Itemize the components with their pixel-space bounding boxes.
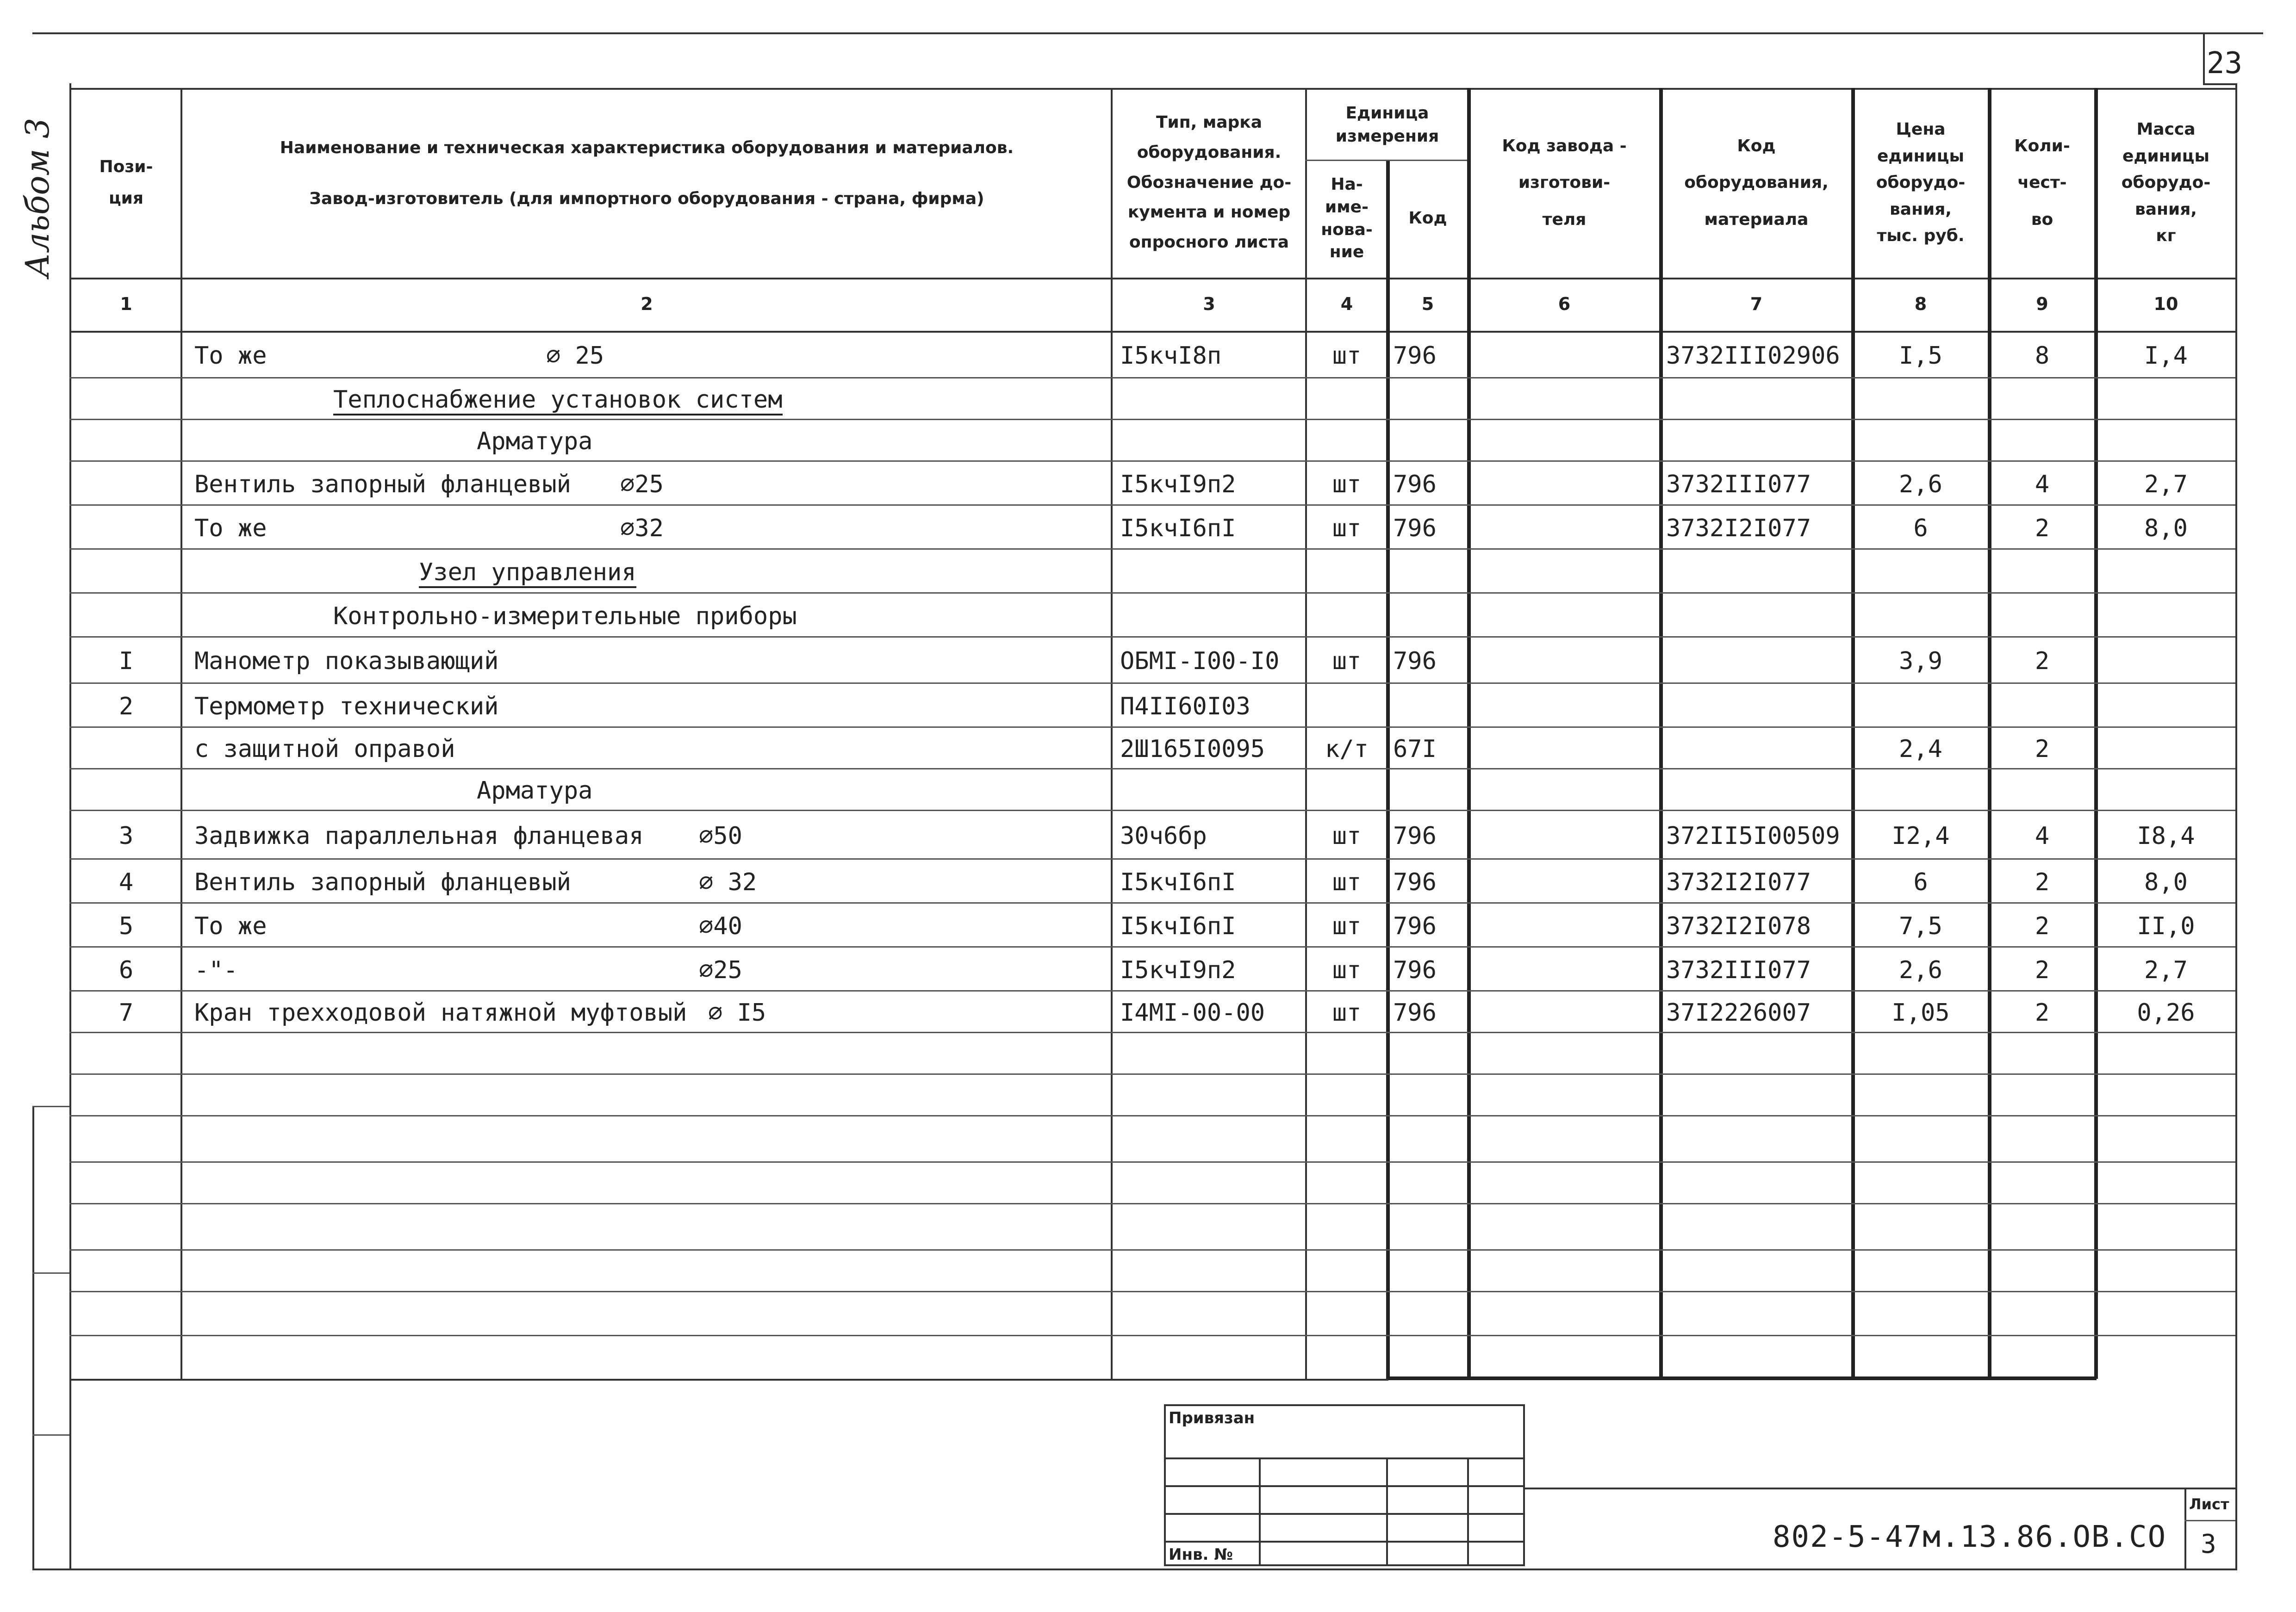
- row-name: Узел управления: [419, 560, 636, 588]
- col-line-7: [1659, 88, 1663, 1379]
- header-name-line2: Завод-изготовитель (для импортного оборудования - страна, фирма): [309, 189, 984, 208]
- colnum-5: 5: [1421, 294, 1434, 314]
- row-type: I5кчI9п2: [1120, 470, 1236, 498]
- header-unit-name: На- име- нова- ние: [1321, 175, 1373, 262]
- row-qty: 4: [2035, 822, 2050, 850]
- row-name: -"-: [194, 956, 238, 984]
- header-mass: Масса единицы оборудо- вания, кг: [2121, 120, 2211, 246]
- row-price: 6: [1913, 514, 1928, 542]
- row-type: I5кчI6пI: [1120, 514, 1236, 542]
- row-name: Кран трехходовой натяжной муфтовый: [194, 999, 687, 1027]
- stamp-inv-no: Инв. №: [1169, 1545, 1233, 1564]
- row-name: Контрольно-измерительные приборы: [333, 602, 797, 630]
- list-number: 3: [2201, 1529, 2216, 1559]
- binding-tick-3: [32, 1434, 69, 1436]
- row-unit: шт: [1332, 912, 1362, 940]
- row-price: 3,9: [1899, 647, 1942, 675]
- row-mass: 0,26: [2137, 999, 2195, 1027]
- row-divider: [69, 682, 2235, 684]
- empty-row-divider: [69, 1073, 2235, 1075]
- row-price: I2,4: [1892, 822, 1950, 850]
- right-frame-line: [2235, 83, 2237, 1569]
- list-box-left: [2184, 1488, 2186, 1569]
- row-divider: [69, 419, 2235, 420]
- row-pos: 2: [118, 692, 134, 720]
- row-code: 796: [1393, 470, 1437, 498]
- row-name: То же: [194, 912, 267, 940]
- header-unit: Единица измерения: [1335, 103, 1439, 146]
- empty-row-divider: [69, 1291, 2235, 1292]
- row-code: 796: [1393, 342, 1437, 370]
- header-price: Цена единицы оборудо- вания, тыс. руб.: [1876, 120, 1966, 246]
- colnum-9: 9: [2036, 294, 2048, 314]
- empty-row-divider: [69, 1115, 2235, 1116]
- col-line-3: [1111, 88, 1113, 1379]
- row-mass: 8,0: [2144, 868, 2188, 896]
- row-code: 67I: [1393, 735, 1437, 763]
- row-divider: [69, 636, 2235, 638]
- row-pos: 5: [118, 912, 134, 940]
- document-designation: 802-5-47м.13.86.ОВ.СО: [1773, 1520, 2167, 1554]
- colnum-8: 8: [1914, 294, 1927, 314]
- empty-row-divider: [69, 1161, 2235, 1163]
- header-bottom: [69, 278, 2235, 279]
- row-type: I4МI-00-00: [1120, 999, 1265, 1027]
- title-block-top: [1525, 1488, 2235, 1489]
- binding-tick-2: [32, 1272, 69, 1274]
- bottom-frame-line: [32, 1569, 2237, 1570]
- left-frame-line: [69, 83, 71, 1569]
- row-dia: ∅ 25: [546, 342, 604, 370]
- row-dia: ∅25: [699, 956, 742, 984]
- row-name: с защитной оправой: [194, 735, 455, 763]
- row-divider: [69, 548, 2235, 550]
- row-dia: ∅25: [620, 470, 664, 498]
- row-divider: [69, 726, 2235, 728]
- row-divider: [69, 810, 2235, 811]
- row-mass: 8,0: [2144, 514, 2188, 542]
- stamp-line-1: [1164, 1457, 1525, 1459]
- row-dia: ∅50: [699, 822, 742, 850]
- row-divider: [69, 1032, 2235, 1033]
- row-name: То же: [194, 514, 267, 542]
- row-name: Вентиль запорный фланцевый: [194, 868, 571, 896]
- row-name: Термометр технический: [194, 692, 499, 720]
- stamp-line-4: [1164, 1541, 1525, 1543]
- header-type: Тип, марка оборудования. Обозначение до- кумента и номер опросного листа: [1126, 113, 1292, 252]
- stamp-line-2: [1164, 1485, 1525, 1487]
- row-name: Теплоснабжение установок систем: [333, 388, 783, 415]
- table-bottom: [69, 1379, 1388, 1381]
- row-type: I5кчI6пI: [1120, 868, 1236, 896]
- sheet-number-top: 23: [2207, 46, 2243, 81]
- header-mfr-code: Код завода - изготови- теля: [1502, 136, 1627, 229]
- col-line-2: [180, 88, 182, 1379]
- row-name: То же: [194, 342, 267, 370]
- row-type: 2Ш165I0095: [1120, 735, 1265, 763]
- row-code: 796: [1393, 514, 1437, 542]
- binding-margin-line: [32, 1106, 34, 1569]
- row-qty: 2: [2035, 999, 2050, 1027]
- row-qty: 2: [2035, 956, 2050, 984]
- colnum-7: 7: [1750, 294, 1763, 314]
- row-mass: I8,4: [2137, 822, 2195, 850]
- header-qty: Коли- чест- во: [2014, 136, 2070, 229]
- row-divider: [69, 946, 2235, 948]
- colnum-10: 10: [2153, 294, 2178, 314]
- stamp-vline-1: [1259, 1457, 1261, 1566]
- row-dia: ∅ I5: [708, 999, 766, 1027]
- empty-row-divider: [69, 1335, 2235, 1336]
- empty-row-divider: [69, 1249, 2235, 1251]
- row-unit: шт: [1332, 514, 1362, 542]
- colnum-1: 1: [120, 294, 132, 314]
- stamp-vline-2: [1386, 1457, 1388, 1566]
- empty-row-divider: [69, 1203, 2235, 1204]
- row-unit: шт: [1332, 822, 1362, 850]
- row-code: 796: [1393, 912, 1437, 940]
- row-qty: 2: [2035, 514, 2050, 542]
- list-box-split: [2184, 1520, 2235, 1521]
- col-line-9: [1988, 88, 1991, 1379]
- row-eq: 3732III02906: [1666, 342, 1840, 370]
- colnum-3: 3: [1203, 294, 1215, 314]
- row-price: 2,6: [1899, 470, 1942, 498]
- row-code: 796: [1393, 956, 1437, 984]
- row-code: 796: [1393, 999, 1437, 1027]
- colnum-2: 2: [641, 294, 653, 314]
- stamp-line-3: [1164, 1513, 1525, 1515]
- colnum-bottom: [69, 331, 2235, 333]
- col-line-10: [2094, 88, 2098, 1379]
- colnum-4: 4: [1340, 294, 1353, 314]
- colnum-6: 6: [1558, 294, 1571, 314]
- row-eq: 3732I2I077: [1666, 868, 1811, 896]
- row-unit: шт: [1332, 647, 1362, 675]
- row-code: 796: [1393, 868, 1437, 896]
- col-line-8: [1851, 88, 1855, 1379]
- row-dia: ∅32: [620, 514, 664, 542]
- header-name-line1: Наименование и техническая характеристика оборудования и материалов.: [280, 138, 1014, 157]
- row-pos: 3: [118, 822, 134, 850]
- row-dia: ∅ 32: [699, 868, 757, 896]
- row-divider: [69, 990, 2235, 992]
- row-pos: 4: [118, 868, 134, 896]
- row-name: Арматура: [477, 777, 593, 805]
- row-type: I5кчI8п: [1120, 342, 1222, 370]
- table-bottom-thick: [1386, 1376, 2097, 1380]
- row-eq: 3732III077: [1666, 470, 1811, 498]
- row-dia: ∅40: [699, 912, 742, 940]
- row-eq: 3732I2I078: [1666, 912, 1811, 940]
- row-unit: шт: [1332, 956, 1362, 984]
- sheet-box-bottom: [2203, 83, 2237, 85]
- row-type: I5кчI6пI: [1120, 912, 1236, 940]
- row-mass: II,0: [2137, 912, 2195, 940]
- row-pos: 7: [118, 999, 134, 1027]
- stamp-privyazan: Привязан: [1169, 1409, 1255, 1427]
- header-unit-code: Код: [1408, 209, 1447, 228]
- row-price: 7,5: [1899, 912, 1942, 940]
- row-eq: 37I2226007: [1666, 999, 1811, 1027]
- unit-split: [1305, 160, 1467, 161]
- col-line-4: [1305, 88, 1307, 1379]
- row-type: 30ч6бр: [1120, 822, 1207, 850]
- binding-tick-1: [32, 1106, 69, 1107]
- row-name: Задвижка параллельная фланцевая: [194, 822, 644, 850]
- row-qty: 4: [2035, 470, 2050, 498]
- row-type: I5кчI9п2: [1120, 956, 1236, 984]
- row-divider: [69, 592, 2235, 594]
- row-divider: [69, 858, 2235, 860]
- row-type: ОБМI-I00-I0: [1120, 647, 1280, 675]
- row-eq: 372II5I00509: [1666, 822, 1840, 850]
- row-mass: 2,7: [2144, 470, 2188, 498]
- row-name: Арматура: [477, 428, 593, 455]
- row-qty: 2: [2035, 868, 2050, 896]
- row-pos: 6: [118, 956, 134, 984]
- row-unit: шт: [1332, 868, 1362, 896]
- row-code: 796: [1393, 647, 1437, 675]
- row-name: Манометр показывающий: [194, 647, 499, 675]
- row-eq: 3732I2I077: [1666, 514, 1811, 542]
- row-price: 2,6: [1899, 956, 1942, 984]
- col-line-6: [1467, 88, 1471, 1379]
- row-name: Вентиль запорный фланцевый: [194, 470, 571, 498]
- row-qty: 8: [2035, 342, 2050, 370]
- row-qty: 2: [2035, 647, 2050, 675]
- row-divider: [69, 768, 2235, 769]
- row-pos: I: [118, 647, 134, 675]
- row-price: I,5: [1899, 342, 1942, 370]
- row-type: П4II60I03: [1120, 692, 1251, 720]
- stamp-vline-3: [1467, 1457, 1469, 1566]
- sheet-box-left: [2203, 32, 2205, 83]
- row-divider: [69, 460, 2235, 462]
- row-mass: I,4: [2144, 342, 2188, 370]
- table-top: [69, 88, 2235, 90]
- row-price: 6: [1913, 868, 1928, 896]
- row-code: 796: [1393, 822, 1437, 850]
- row-divider: [69, 504, 2235, 506]
- row-qty: 2: [2035, 912, 2050, 940]
- album-label: Альбом 3: [19, 118, 56, 278]
- row-divider: [69, 902, 2235, 904]
- row-price: 2,4: [1899, 735, 1942, 763]
- row-price: I,05: [1892, 999, 1950, 1027]
- list-label: Лист: [2189, 1495, 2229, 1513]
- header-position: Пози- ция: [99, 157, 153, 208]
- row-unit: шт: [1332, 342, 1362, 370]
- row-divider: [69, 377, 2235, 378]
- row-unit: к/т: [1325, 735, 1369, 763]
- top-frame-line: [32, 32, 2263, 34]
- row-eq: 3732III077: [1666, 956, 1811, 984]
- row-mass: 2,7: [2144, 956, 2188, 984]
- row-unit: шт: [1332, 999, 1362, 1027]
- header-eq-code: Код оборудования, материала: [1684, 136, 1829, 229]
- row-unit: шт: [1332, 470, 1362, 498]
- row-qty: 2: [2035, 735, 2050, 763]
